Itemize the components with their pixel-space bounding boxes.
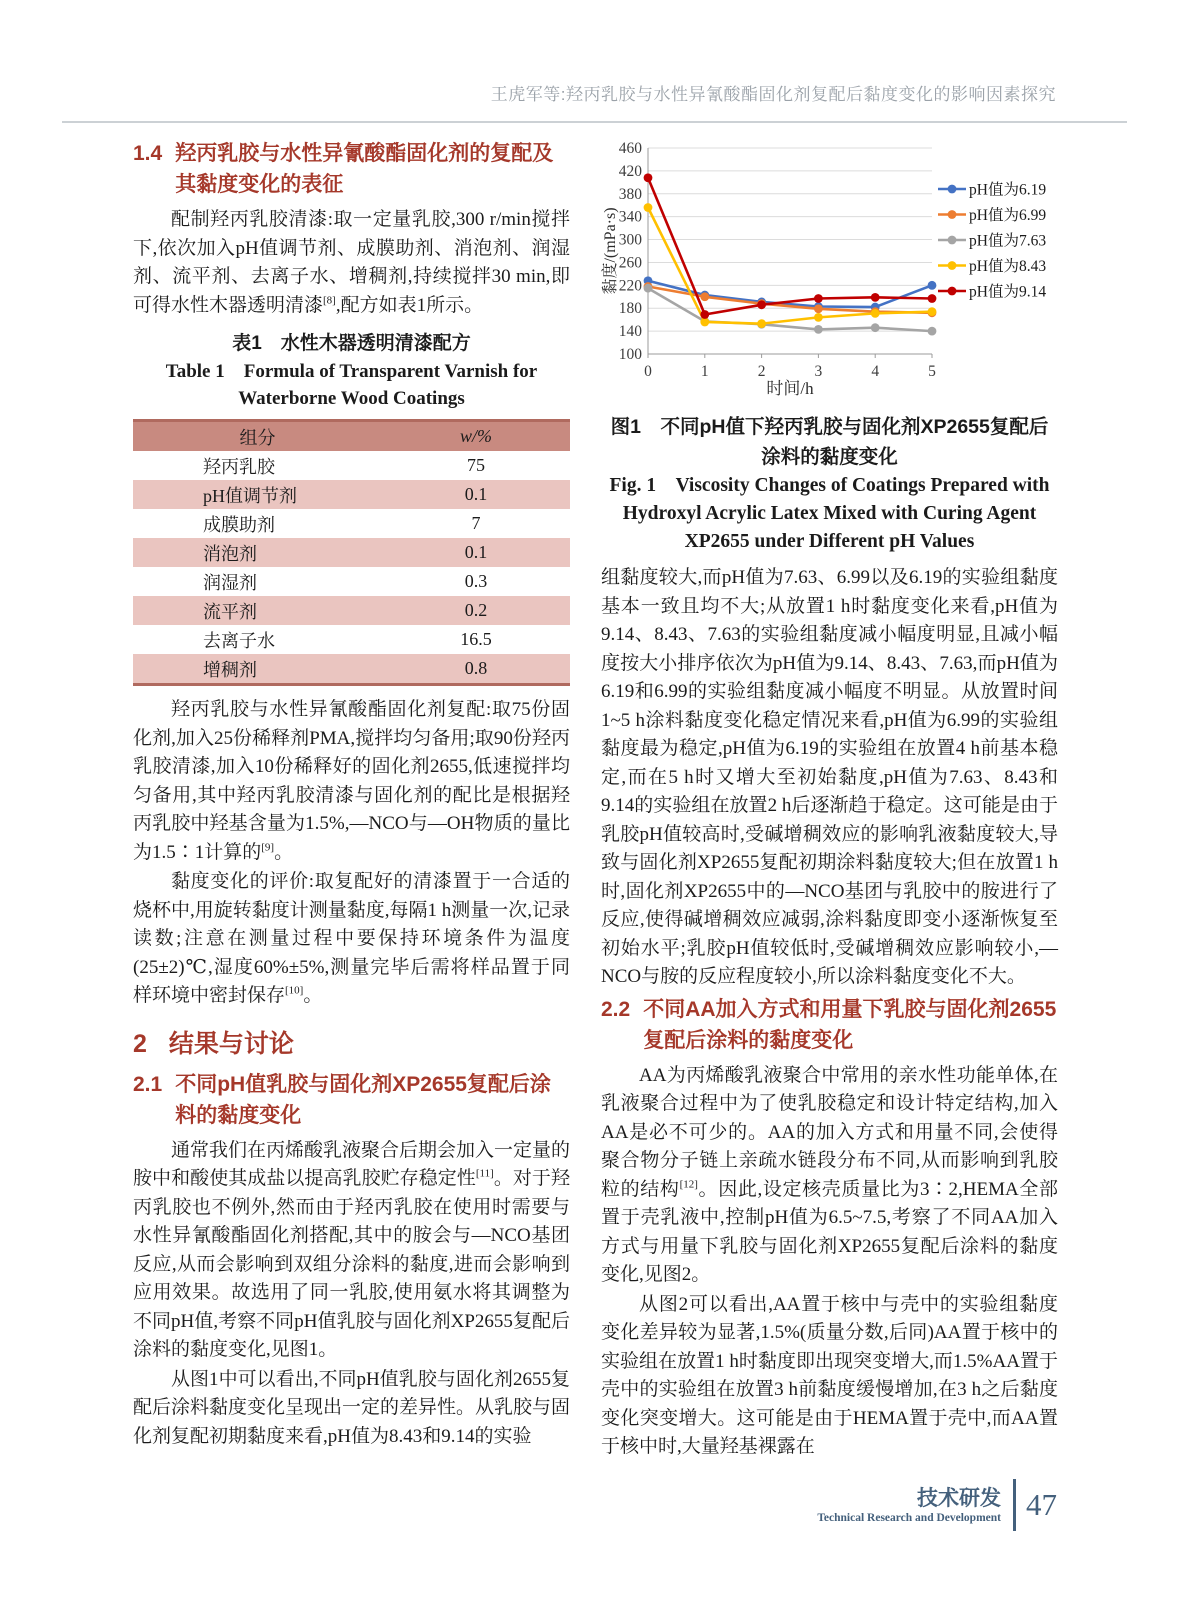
data-point-marker — [928, 281, 937, 290]
paragraph-aa: AA为丙烯酸乳液聚合中常用的亲水性功能单体,在乳液聚合过程中为了使乳胶稳定和设计特定结构,加入AA是必不可少的。AA的加入方式和用量不同,会使得聚合物分子链上亲疏水链段分布不同,从而影响到乳胶粒的结构[12]。因此,设定核壳质量比为3∶2,HEMA全部置于壳乳液中,控制pH值为6.5~7.5,考察了不同AA加入方式与用量下乳胶与固化剂XP2655复配后涂料的黏度变化,见图2。 — [601, 1064, 1058, 1285]
table-row — [133, 509, 570, 538]
section-title: 羟丙乳胶与水性异氰酸酯固化剂的复配及其黏度变化的表征 — [175, 142, 554, 196]
y-tick-label: 220 — [618, 277, 642, 295]
table-row — [133, 596, 570, 625]
data-point-marker — [700, 310, 709, 319]
paragraph-varnish-preparation: 配制羟丙乳胶清漆:取一定量乳胶,300 r/min搅拌下,依次加入pH值调节剂、成膜助剂、消泡剂、润湿剂、流平剂、去离子水、增稠剂,持续搅拌30 min,即可得水性木器透明清漆[8],配方如表1所示。 — [133, 209, 570, 316]
table1-formula — [133, 419, 570, 686]
y-tick-label: 100 — [618, 346, 642, 363]
right-column — [601, 136, 1058, 1463]
running-head: 王虎军等:羟丙乳胶与水性异氰酸酯固化剂复配后黏度变化的影响因素探究 — [490, 85, 1056, 104]
table-header-percent: w/% — [382, 421, 570, 452]
table-cell: 16.5 — [460, 629, 492, 649]
paragraph-fig1-discussion: 组黏度较大,而pH值为7.63、6.99以及6.19的实验组黏度基本一致且均不大;从放置1 h时黏度变化来看,pH值为9.14、8.43、7.63的实验组黏度减小幅度明显,且减小幅度按大小排序依次为pH值为9.14、8.43、7.63,而pH值为6.19和6.99的实验组黏度减小幅度不明显。从放置时间1~5 h涂料黏度变化稳定情况来看,pH值为6.99的实验组黏度最为稳定,pH值为6.19的实验组在放置4 h前基本稳定,而在5 h时又增大至初始黏度,pH值为7.63、8.43和9.14的实验组在放置2 h后逐渐趋于稳定。这可能是由于乳胶pH值较高时,受碱增稠效应的影响乳液黏度较大,导致与固化剂XP2655复配初期涂料黏度较大;但在放置1 h时,固化剂XP2655中的—NCO基团与乳胶中的胺进行了反应,使得碱增稠效应减弱,涂料黏度即变小逐渐恢复至初始水平;乳胶pH值较低时,受碱增稠效应影响较小,—NCO与胺的反应程度较小,所以涂料黏度变化不大。 — [601, 567, 1058, 987]
data-point-marker — [757, 319, 766, 328]
table-row — [133, 625, 570, 654]
table-cell: 增稠剂 — [203, 659, 257, 680]
paragraph-from-fig1: 从图1中可以看出,不同pH值乳胶与固化剂2655复配后涂料黏度变化呈现出一定的差异性。从乳胶与固化剂复配初期黏度来看,pH值为8.43和9.14的实验 — [133, 1368, 571, 1447]
legend-label: pH值为8.43 — [969, 258, 1047, 275]
data-point-marker — [928, 327, 937, 336]
data-point-marker — [644, 173, 653, 182]
y-tick-label: 420 — [618, 162, 642, 180]
section-heading-1-4 — [133, 138, 570, 200]
table-cell: 羟丙乳胶 — [203, 456, 275, 477]
data-point-marker — [928, 294, 937, 303]
data-point-marker — [700, 292, 709, 301]
data-point-marker — [814, 304, 823, 313]
table-cell: 流平剂 — [203, 601, 257, 622]
page-footer — [817, 1479, 1057, 1531]
x-tick-label: 4 — [871, 363, 880, 380]
data-point-marker — [814, 294, 823, 303]
figure1-block — [601, 136, 1058, 556]
table-cell: 75 — [467, 455, 486, 475]
y-tick-label: 340 — [618, 208, 642, 226]
legend-marker — [948, 236, 957, 245]
footer-section-name — [817, 1486, 1001, 1524]
data-point-marker — [928, 307, 937, 316]
table-cell: 润湿剂 — [203, 572, 257, 593]
legend-label: pH值为6.19 — [969, 181, 1047, 199]
left-column — [133, 136, 570, 1452]
section-number: 2.1 — [133, 1072, 163, 1096]
y-tick-label: 260 — [618, 254, 642, 272]
section-number: 2.2 — [601, 997, 631, 1021]
table-cell: 去离子水 — [203, 630, 275, 651]
x-tick-label: 5 — [928, 363, 936, 380]
x-tick-label: 1 — [700, 363, 709, 380]
section-heading-2 — [133, 1027, 570, 1061]
table-cell: 成膜助剂 — [203, 514, 275, 535]
table-cell: 0.2 — [464, 600, 488, 620]
table-cell: 0.3 — [464, 571, 488, 591]
table-cell: 0.1 — [464, 484, 488, 504]
table-row — [133, 567, 570, 596]
legend-label: pH值为9.14 — [969, 283, 1047, 301]
figure1-line-chart — [601, 136, 1058, 406]
x-tick-label: 2 — [757, 363, 766, 380]
data-point-marker — [757, 300, 766, 309]
data-point-marker — [814, 325, 823, 334]
data-point-marker — [644, 284, 653, 293]
section-title: 结果与讨论 — [168, 1029, 294, 1058]
legend-marker — [948, 210, 957, 219]
y-tick-label: 140 — [618, 323, 642, 341]
y-tick-label: 180 — [618, 300, 642, 318]
data-point-marker — [871, 309, 880, 318]
y-tick-label: 380 — [618, 185, 642, 203]
legend-label: pH值为7.63 — [969, 232, 1047, 250]
table-cell: 0.8 — [464, 658, 488, 678]
section-title: 不同AA加入方式和用量下乳胶与固化剂2655复配后涂料的黏度变化 — [643, 997, 1057, 1052]
paragraph-evaluation: 黏度变化的评价:取复配好的清漆置于一合适的烧杯中,用旋转黏度计测量黏度,每隔1 h测量一次,记录读数;注意在测量过程中要保持环境条件为温度(25±2)℃,湿度60%±5%,测量完毕后需将样品置于同样环境中密封保存[10]。 — [133, 871, 571, 1006]
legend-marker — [948, 261, 957, 270]
section-heading-2-1 — [133, 1069, 570, 1131]
section-title: 不同pH值乳胶与固化剂XP2655复配后涂料的黏度变化 — [175, 1072, 551, 1127]
x-tick-label: 0 — [644, 363, 652, 380]
table1-body — [133, 451, 570, 685]
table-row — [133, 451, 570, 480]
section-number: 2 — [133, 1029, 147, 1058]
table-header-component: 组分 — [133, 421, 382, 452]
table1-head — [133, 421, 570, 452]
paragraph-from-fig2: 从图2可以看出,AA置于核中与壳中的实验组黏度变化差异较为显著,1.5%(质量分数,后同)AA置于核中的实验组在放置1 h时黏度即出现突变增大,而1.5%AA置于壳中的实验组在放置3 h前黏度缓慢增加,在3 h之后黏度变化突变增大。这可能是由于HEMA置于壳中,而AA置于核中时,大量羟基裸露在 — [601, 1293, 1058, 1457]
footer-section-en: Technical Research and Development — [817, 1512, 1001, 1524]
figure1-caption-en: Fig. 1 Viscosity Changes of Coatings Prepared with Hydroxyl Acrylic Latex Mixed with Curing Agent XP2655 under Different pH Values — [609, 475, 1050, 552]
data-point-marker — [871, 293, 880, 302]
y-tick-label: 300 — [618, 231, 642, 249]
legend-label: pH值为6.99 — [969, 207, 1047, 224]
x-axis-title: 时间/h — [766, 379, 814, 398]
table-header-row — [133, 421, 570, 452]
table-cell: 0.1 — [464, 542, 488, 562]
paragraph-usually: 通常我们在丙烯酸乳液聚合后期会加入一定量的胺中和酸使其成盐以提高乳胶贮存稳定性[11]。对于羟丙乳胶也不例外,然而由于羟丙乳胶在使用时需要与水性异氰酸酯固化剂搭配,其中的胺会与—NCO基团反应,从而会影响到双组分涂料的黏度,进而会影响到应用效果。故选用了同一乳胶,使用氨水将其调整为不同pH值,考察不同pH值乳胶与固化剂XP2655复配后涂料的黏度变化,见图1。 — [133, 1139, 571, 1360]
table-cell: pH值调节剂 — [203, 485, 297, 506]
table-row — [133, 480, 570, 509]
y-tick-label: 460 — [618, 140, 642, 157]
table-row — [133, 538, 570, 567]
x-tick-label: 3 — [814, 363, 823, 380]
section-heading-2-2 — [601, 994, 1058, 1056]
page-number: 47 — [1026, 1487, 1057, 1522]
table1-title-cn: 表1 水性木器透明清漆配方 — [232, 333, 471, 354]
table-cell: 7 — [471, 513, 481, 533]
header-rule — [62, 121, 1127, 123]
y-axis-title: 黏度/(mPa·s) — [602, 207, 619, 295]
table1-title-en: Table 1 Formula of Transparent Varnish for Waterborne Wood Coatings — [165, 361, 538, 409]
figure1-caption-cn: 图1 不同pH值下羟丙乳胶与固化剂XP2655复配后涂料的黏度变化 — [610, 416, 1049, 468]
paragraph-mixing: 羟丙乳胶与水性异氰酸酯固化剂复配:取75份固化剂,加入25份稀释剂PMA,搅拌均匀备用;取90份羟丙乳胶清漆,加入10份稀释好的固化剂2655,低速搅拌均匀备用,其中羟丙乳胶清漆与固化剂的配比是根据羟丙乳胶中羟基含量为1.5%,—NCO与—OH物质的量比为1.5∶1计算的[9]。 — [133, 699, 570, 863]
data-point-marker — [814, 313, 823, 322]
legend-marker — [948, 185, 957, 194]
table-row — [133, 654, 570, 685]
footer-divider — [1013, 1479, 1016, 1531]
data-point-marker — [871, 323, 880, 332]
section-number: 1.4 — [133, 142, 163, 165]
line-chart — [601, 136, 1058, 401]
data-point-marker — [644, 203, 653, 212]
footer-section-cn: 技术研发 — [917, 1487, 1001, 1510]
legend-marker — [948, 287, 957, 296]
table-cell: 消泡剂 — [203, 543, 257, 564]
